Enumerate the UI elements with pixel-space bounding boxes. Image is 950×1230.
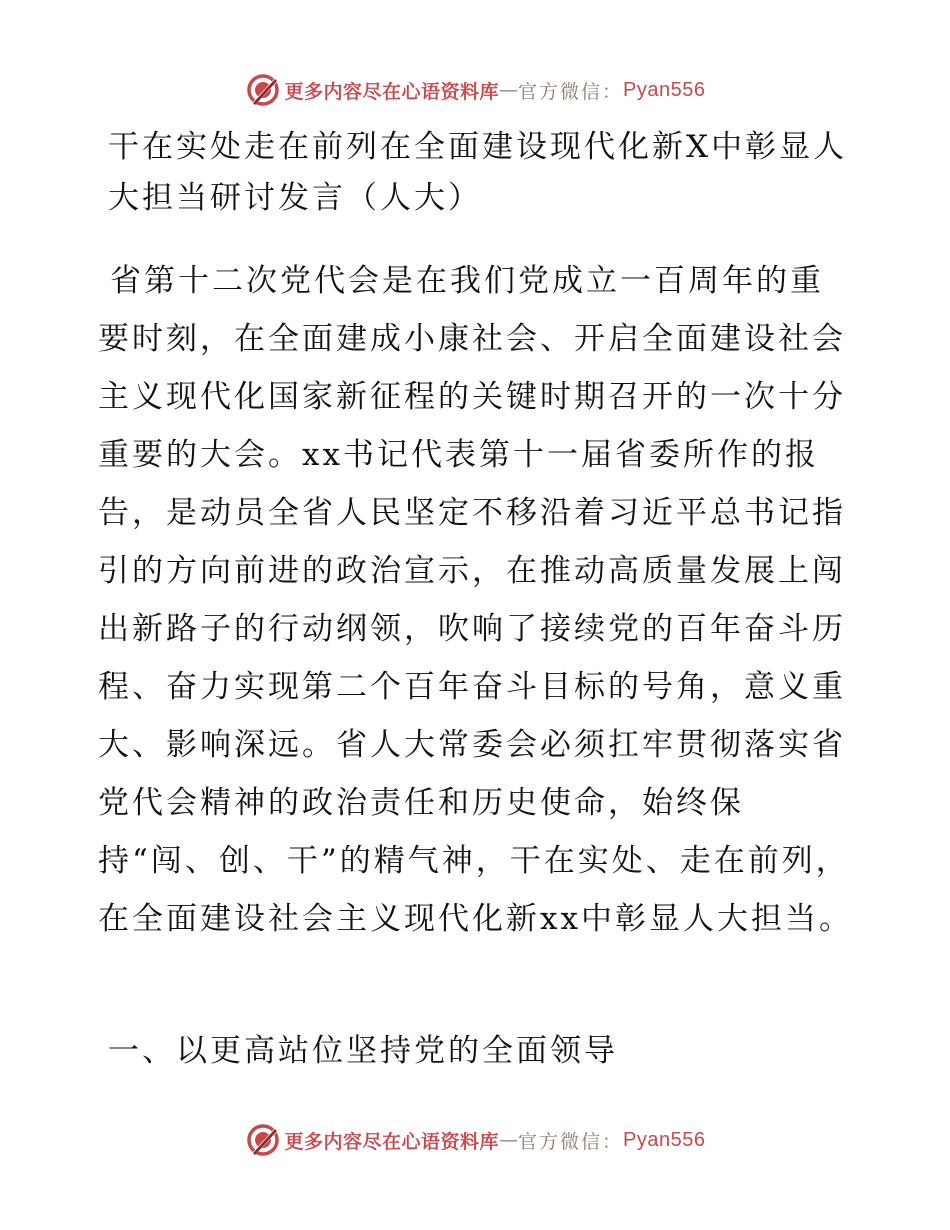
watermark-dash: — [499, 1129, 519, 1151]
watermark-wechat-id: Pyan556 [623, 78, 706, 101]
body-paragraph: 省第十二次党代会是在我们党成立一百周年的重要时刻，在全面建成小康社会、开启全面建设社会主义现代化国家新征程的关键时期召开的一次十分重要的大会。xx书记代表第十一届省委所作的报告，是动员全省人民坚定不移沿着习近平总书记指引的方向前进的政治宣示，在推动高质量发展上闯出新路子的行动纲领，吹响了接续党的百年奋斗历程、奋力实现第二个百年奋斗目标的号角，意义重大、影响深远。省人大常委会必须扛牢贯彻落实省党代会精神的政治责任和历史使命，始终保持“闯、创、干”的精气神，干在实处、走在前列，在全面建设社会主义现代化新xx中彰显人大担当。 [98, 263, 853, 937]
watermark-official-label: 官方微信： [518, 80, 624, 103]
footer-watermark [0, 1120, 950, 1160]
watermark-brand: 更多内容尽在心语资料库 [284, 1130, 500, 1153]
writing-brush-logo-icon [245, 72, 281, 108]
writing-brush-logo-icon [245, 1122, 281, 1158]
header-watermark [0, 70, 950, 110]
watermark-official-label: 官方微信： [518, 1130, 624, 1153]
watermark-wechat-id: Pyan556 [623, 1128, 706, 1151]
section-heading: 一、以更高站位坚持党的全面领导 [108, 1033, 618, 1069]
watermark-brand: 更多内容尽在心语资料库 [284, 80, 500, 103]
document-title: 干在实处走在前列在全面建设现代化新X中彰显人大担当研讨发言（人大） [108, 129, 848, 216]
watermark-dash: — [499, 79, 519, 101]
